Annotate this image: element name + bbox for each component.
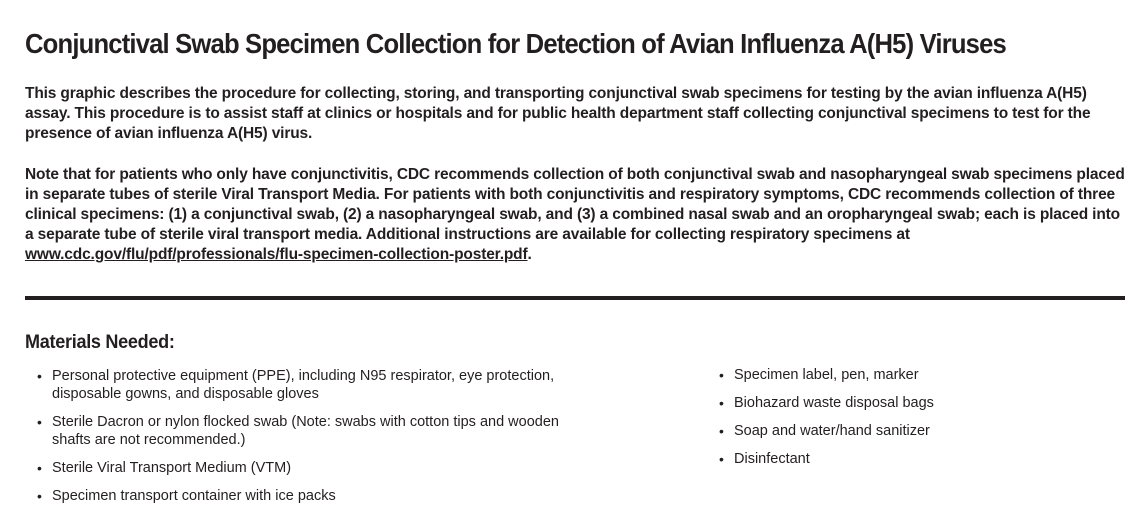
section-divider xyxy=(25,296,1125,300)
note-text: Note that for patients who only have conjunctivitis, CDC recommends collection of both conjunctival swab and nasopharyngeal swab specimens placed in separate tubes of sterile Viral Transport Media. For patients with both conjunctivitis and respiratory symptoms, CDC recommends collection of three clinical specimens: (1) a conjunctival swab, (2) a nasopharyngeal swab, and (3) a combined nasal swab and an oropharyngeal swab; each is placed into a separate tube of sterile viral transport media. Additional instructions are available for collecting respiratory specimens at xyxy=(25,166,1125,243)
list-item xyxy=(37,487,597,505)
materials-heading: Materials Needed: xyxy=(25,332,175,353)
list-item xyxy=(37,367,597,403)
specimen-collection-poster-link[interactable]: www.cdc.gov/flu/pdf/professionals/flu-specimen-collection-poster.pdf xyxy=(25,246,528,263)
intro-paragraph: This graphic describes the procedure for collecting, storing, and transporting conjunctival swab specimens for testing by the avian influenza A(H5) assay. This procedure is to assist staff at clinics or hospitals and for public health department staff collecting conjunctival specimens to test for the presence of avian influenza A(H5) virus. xyxy=(25,85,1091,142)
materials-list-left xyxy=(37,367,597,515)
list-item-text: Disinfectant xyxy=(734,451,810,467)
list-item xyxy=(719,366,1099,384)
note-end: . xyxy=(527,246,532,263)
list-item xyxy=(37,413,597,449)
bullet-icon: • xyxy=(37,368,42,384)
bullet-icon: • xyxy=(37,488,42,504)
note-paragraph xyxy=(25,165,1125,265)
list-item xyxy=(37,459,597,477)
list-item xyxy=(719,394,1099,412)
bullet-icon: • xyxy=(719,367,724,383)
bullet-icon: • xyxy=(37,460,42,476)
list-item-text: Specimen label, pen, marker xyxy=(734,367,919,383)
list-item-text: Specimen transport container with ice packs xyxy=(52,488,336,504)
bullet-icon: • xyxy=(37,414,42,430)
page-title: Conjunctival Swab Specimen Collection for Detection of Avian Influenza A(H5) Viruses xyxy=(25,28,1006,59)
list-item-text: Soap and water/hand sanitizer xyxy=(734,423,930,439)
list-item-text: Sterile Dacron or nylon flocked swab (Note: swabs with cotton tips and wooden shafts are not recommended.) xyxy=(52,414,559,448)
materials-list-right xyxy=(719,366,1099,478)
list-item-text: Sterile Viral Transport Medium (VTM) xyxy=(52,460,292,476)
bullet-icon: • xyxy=(719,423,724,439)
bullet-icon: • xyxy=(719,451,724,467)
list-item-text: Biohazard waste disposal bags xyxy=(734,395,934,411)
list-item xyxy=(719,422,1099,440)
list-item xyxy=(719,450,1099,468)
bullet-icon: • xyxy=(719,395,724,411)
list-item-text: Personal protective equipment (PPE), including N95 respirator, eye protection, disposable gowns, and disposable gloves xyxy=(52,368,555,402)
